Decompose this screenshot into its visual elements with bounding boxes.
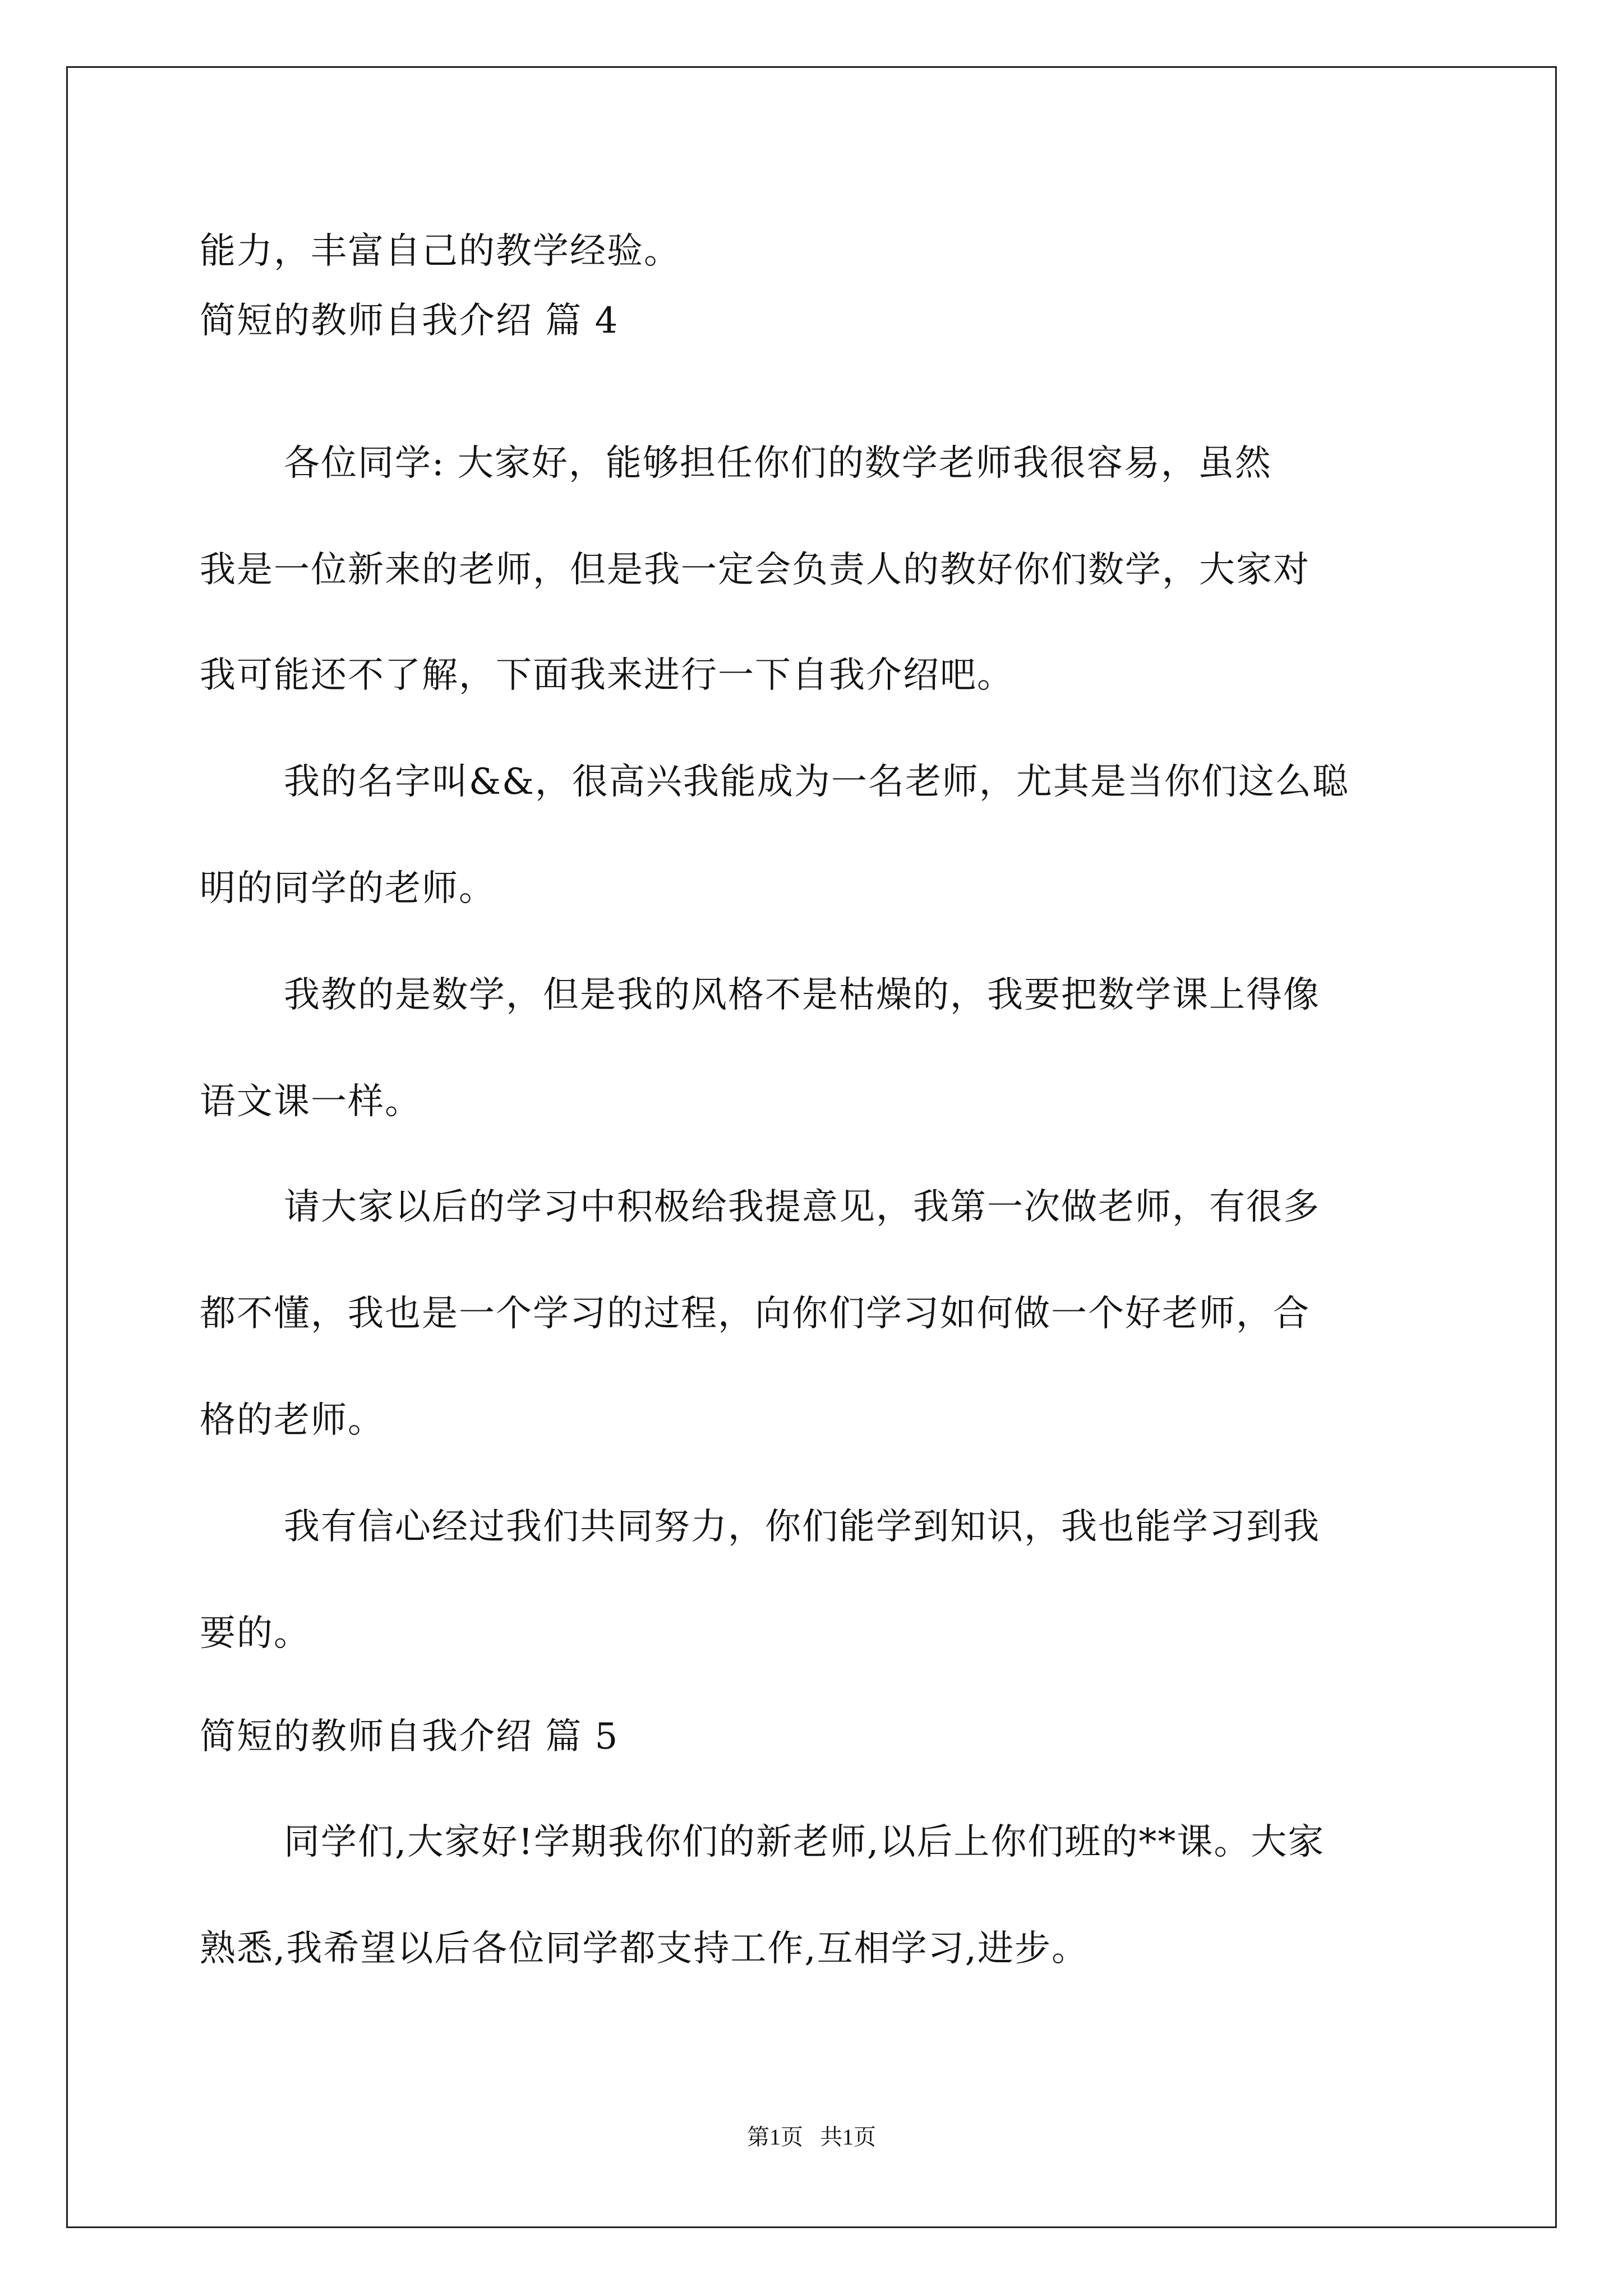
paragraph-line: 同学们,大家好!学期我你们的新老师,以后上你们班的**课。大家 bbox=[284, 1821, 1325, 1863]
paragraph-line: 要的。 bbox=[200, 1613, 311, 1654]
paragraph-line: 明的同学的老师。 bbox=[200, 868, 496, 909]
page-footer: 第1页 共1页 bbox=[747, 2124, 876, 2150]
section-heading: 简短的教师自我介绍 篇 5 bbox=[200, 1716, 619, 1757]
page-border bbox=[66, 66, 1557, 2228]
paragraph-line: 我的名字叫&&，很高兴我能成为一名老师，尤其是当你们这么聪 bbox=[284, 761, 1349, 803]
section-heading: 简短的教师自我介绍 篇 4 bbox=[200, 300, 619, 342]
paragraph-line: 我教的是数学，但是我的风格不是枯燥的，我要把数学课上得像 bbox=[284, 974, 1320, 1016]
paragraph-line: 各位同学: 大家好，能够担任你们的数学老师我很容易，虽然 bbox=[284, 443, 1272, 484]
paragraph-line: 格的老师。 bbox=[200, 1400, 385, 1441]
paragraph-line: 语文课一样。 bbox=[200, 1081, 422, 1122]
paragraph-line: 我可能还不了解，下面我来进行一下自我介绍吧。 bbox=[200, 655, 1014, 696]
paragraph-line: 熟悉,我希望以后各位同学都支持工作,互相学习,进步。 bbox=[200, 1928, 1089, 1970]
paragraph-line: 我有信心经过我们共同努力，你们能学到知识，我也能学习到我 bbox=[284, 1506, 1320, 1548]
paragraph-line: 请大家以后的学习中积极给我提意见，我第一次做老师，有很多 bbox=[284, 1186, 1320, 1228]
paragraph-line: 我是一位新来的老师，但是我一定会负责人的教好你们数学，大家对 bbox=[200, 549, 1310, 591]
paragraph-line: 都不懂，我也是一个学习的过程，向你们学习如何做一个好老师，合 bbox=[200, 1293, 1310, 1335]
paragraph-line: 能力，丰富自己的教学经验。 bbox=[200, 231, 681, 272]
